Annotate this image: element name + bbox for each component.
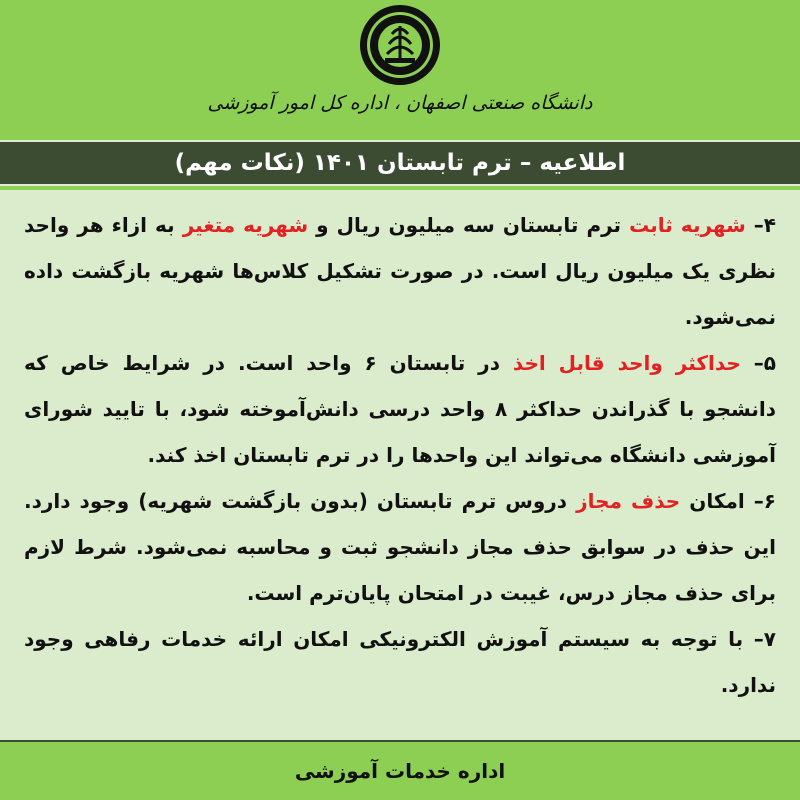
item-5-prefix: ۵– xyxy=(740,351,776,375)
item-6-highlight-permitted-drop: حذف مجاز xyxy=(576,489,681,513)
notice-item-7: ۷– با توجه به سیستم آموزش الکترونیکی امکان ارائه خدمات رفاهی وجود ندارد. xyxy=(24,627,776,697)
notice-item-6 xyxy=(24,478,776,616)
university-logo-icon xyxy=(359,4,441,86)
item-4-highlight-fixed-fee: شهریه ثابت xyxy=(629,213,746,237)
item-6-rest: دروس ترم تابستان (بدون بازگشت شهریه) وجود دارد. این حذف در سوابق حذف مجاز دانشجو ثبت و محاسبه نمی‌شود. شرط لازم برای حذف مجاز درس، غیبت در امتحان پایان‌ترم است. xyxy=(24,489,776,605)
university-subtitle: دانشگاه صنعتی اصفهان ، اداره کل امور آموزشی xyxy=(207,92,593,114)
footer-office-name: اداره خدمات آموزشی xyxy=(294,759,506,783)
item-4-middle: ترم تابستان سه میلیون ریال و xyxy=(308,213,630,237)
item-5-rest: در تابستان ۶ واحد است. در شرایط خاص که دانشجو با گذراندن حداکثر ۸ واحد درسی دانش‌آموخته شود، با تایید شورای آموزشی دانشگاه می‌تواند این واحدها را در ترم تابستان اخذ کند. xyxy=(24,351,776,467)
item-4-rest: به ازاء هر واحد نظری یک میلیون ریال است. در صورت تشکیل کلاس‌ها شهریه بازگشت داده نمی‌شود. xyxy=(24,213,776,329)
item-4-prefix: ۴– xyxy=(745,213,776,237)
notice-body xyxy=(24,202,776,708)
item-6-prefix: ۶– امکان xyxy=(680,489,777,513)
item-4-highlight-variable-fee: شهریه متغیر xyxy=(182,213,309,237)
page-title: اطلاعیه – ترم تابستان ۱۴۰۱ (نکات مهم) xyxy=(174,150,626,176)
notice-item-5 xyxy=(24,340,776,478)
footer xyxy=(0,740,800,800)
notice-item-4 xyxy=(24,202,776,340)
title-bar xyxy=(0,140,800,186)
item-5-highlight-max-units: حداکثر واحد قابل اخذ xyxy=(512,351,741,375)
notice-content xyxy=(0,190,800,740)
